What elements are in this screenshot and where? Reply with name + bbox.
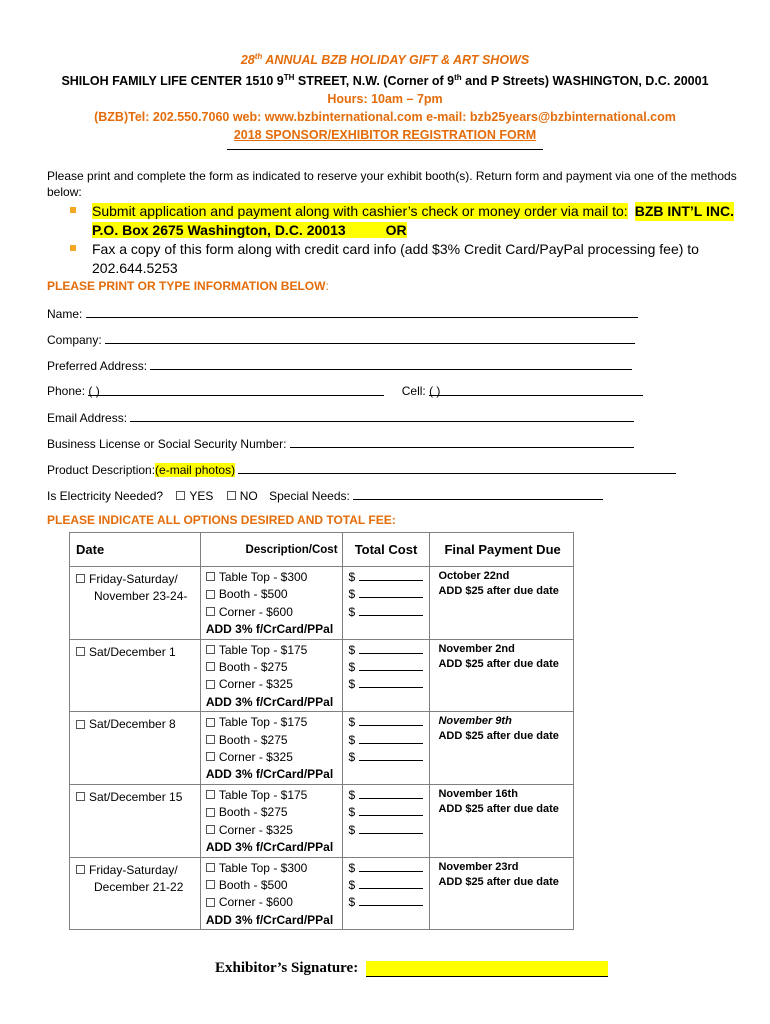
total-field[interactable] [359,732,423,744]
late-fee-note: ADD $25 after due date [438,802,559,815]
card-fee-note: ADD 3% f/CrCard/PPal [205,767,334,782]
option-label: Corner - $600 [218,604,293,619]
bullet-fax [68,240,748,259]
option-label: Corner - $600 [218,895,293,910]
dollar-sign: $ [348,732,356,747]
date-cell [70,784,201,857]
option-label: Booth - $275 [218,660,288,675]
cell-label: Cell: [401,384,426,398]
name-row [47,305,638,322]
header-total: Total Cost [342,533,430,567]
dollar-sign: $ [348,642,356,657]
header-final: Final Payment Due [430,533,574,567]
option-item [206,586,342,603]
section-options: PLEASE INDICATE ALL OPTIONS DESIRED AND TOTAL FEE: [47,513,396,527]
date-label: Sat/December 15 [89,789,183,804]
fax-instruction: Fax a copy of this form along with credit card info (add $3% Credit Card/PayPal processing fee) to [92,241,699,257]
date-cell [70,639,201,712]
show-hours: Hours: 10am – 7pm [327,92,443,107]
dollar-sign: $ [348,895,356,910]
option-checkbox[interactable] [206,790,215,799]
option-item [206,787,342,804]
late-fee-note: ADD $25 after due date [438,730,559,743]
card-fee-note: ADD 3% f/CrCard/PPal [205,694,334,709]
option-checkbox[interactable] [206,880,215,889]
due-date: November 16th [438,787,518,800]
card-fee-note: ADD 3% f/CrCard/PPal [205,840,334,855]
total-field[interactable] [359,894,423,906]
product-field[interactable] [238,461,676,474]
company-field[interactable] [105,331,635,344]
dollar-sign: $ [348,822,356,837]
total-field[interactable] [359,604,423,616]
option-label: Corner - $325 [218,677,293,692]
option-label: Table Top - $175 [218,787,308,802]
option-item [206,659,342,676]
due-date: October 22nd [438,570,510,582]
date-label: Friday-Saturday/ December 21-22 [89,862,184,894]
or-label: OR [346,222,407,238]
option-item [206,732,342,749]
option-item [206,604,342,621]
dollar-sign: $ [348,877,356,892]
phone-field[interactable]: ( ) [88,383,384,396]
final-cell [430,567,574,640]
total-field[interactable] [359,586,423,598]
name-field[interactable] [86,305,638,318]
option-item [206,749,342,766]
option-label: Booth - $500 [218,587,288,602]
special-needs-label: Special Needs: [269,489,350,503]
table-row [70,712,574,785]
total-field[interactable] [359,714,423,726]
total-field[interactable] [359,749,423,761]
dollar-sign: $ [348,787,356,802]
name-label: Name: [47,307,83,321]
date-checkbox[interactable] [76,720,85,729]
date-cell [70,857,201,930]
address-row [47,357,632,374]
desc-cell [200,712,342,785]
table-header-row [70,533,574,567]
section-print-info: PLEASE PRINT OR TYPE INFORMATION BELOW: [47,279,329,293]
dollar-sign: $ [348,570,356,584]
option-checkbox[interactable] [206,572,215,581]
special-needs-field[interactable] [353,487,603,500]
no-label: NO [239,489,258,503]
email-label: Email Address: [47,411,128,425]
desc-cell [200,639,342,712]
bullet-icon [70,245,76,251]
header-desc: Description/Cost [200,533,342,567]
yes-checkbox[interactable] [176,491,185,500]
dollar-sign: $ [348,660,356,675]
desc-cell [200,857,342,930]
electricity-label: Is Electricity Needed? [47,489,164,503]
phone-row [47,383,643,399]
option-checkbox[interactable] [206,680,215,689]
signature-row [215,960,608,977]
email-row [47,409,634,426]
total-field[interactable] [359,642,423,654]
total-field[interactable] [359,860,423,872]
option-checkbox[interactable] [206,645,215,654]
option-label: Table Top - $175 [218,642,308,657]
option-checkbox[interactable] [206,735,215,744]
fax-number: 202.644.5253 [92,260,178,276]
total-field[interactable] [359,676,423,688]
option-checkbox[interactable] [206,590,215,599]
late-fee-note: ADD $25 after due date [438,657,559,670]
final-cell [430,784,574,857]
table-row [70,567,574,640]
option-item [206,804,342,821]
product-hint: (e-mail photos) [155,463,236,477]
total-field[interactable] [359,569,423,581]
option-checkbox[interactable] [206,752,215,761]
company-label: Company: [47,333,102,347]
date-cell [70,712,201,785]
venue-address: SHILOH FAMILY LIFE CENTER 1510 9TH STREET, N.W. (Corner of 9th and P Streets) WASHINGTON, D.C. 20001 [61,73,709,89]
late-fee-note: ADD $25 after due date [438,875,559,888]
desc-cell [200,567,342,640]
option-checkbox[interactable] [206,718,215,727]
dollar-sign: $ [348,715,356,730]
option-item [206,642,342,659]
dollar-sign: $ [348,750,356,765]
signature-field[interactable] [366,961,608,977]
option-label: Table Top - $300 [218,570,308,584]
yes-label: YES [189,489,214,503]
option-label: Table Top - $300 [218,860,308,875]
product-label: Product Description: [47,463,156,477]
option-label: Booth - $275 [218,805,288,820]
mail-address: P.O. Box 2675 Washington, D.C. 20013 [92,222,346,238]
option-label: Booth - $275 [218,732,288,747]
table-row [70,857,574,930]
dollar-sign: $ [348,860,356,875]
option-label: Corner - $325 [218,822,293,837]
header-divider [227,146,543,150]
option-item [206,822,342,839]
bullet-fax-number [68,259,748,278]
dollar-sign: $ [348,604,356,619]
total-field[interactable] [359,659,423,671]
dollar-sign: $ [348,677,356,692]
desc-cell [200,784,342,857]
option-label: Booth - $500 [218,877,288,892]
payment-methods [68,202,748,278]
email-field[interactable] [130,409,634,422]
signature-label: Exhibitor’s Signature: [215,960,359,976]
date-label: Sat/December 1 [89,644,176,659]
option-checkbox[interactable] [206,898,215,907]
dollar-sign: $ [348,587,356,602]
date-checkbox[interactable] [76,647,85,656]
late-fee-note: ADD $25 after due date [438,585,559,597]
license-field[interactable] [290,435,634,448]
no-checkbox[interactable] [227,491,236,500]
date-checkbox[interactable] [76,792,85,801]
header-date: Date [70,533,201,567]
form-header [0,48,770,150]
option-item [206,714,342,731]
total-cell [342,784,430,857]
option-checkbox[interactable] [206,825,215,834]
final-cell [430,639,574,712]
fee-table [69,532,574,930]
total-field[interactable] [359,804,423,816]
form-title: 2018 SPONSOR/EXHIBITOR REGISTRATION FORM [233,128,537,143]
option-checkbox[interactable] [206,662,215,671]
option-label: Corner - $325 [218,750,293,765]
due-date: November 9th [438,715,512,728]
address-field[interactable] [150,357,632,370]
contact-info: (BZB)Tel: 202.550.7060 web: www.bzbinternational.com e-mail: bzb25years@bzbinternational.com [94,110,676,125]
date-label: Sat/December 8 [89,717,176,732]
bullet-icon [70,207,76,213]
date-checkbox[interactable] [76,574,85,583]
dollar-sign: $ [348,805,356,820]
total-field[interactable] [359,877,423,889]
cell-field[interactable]: ( ) [429,383,643,396]
bullet-mail-address [68,221,748,240]
company-row [47,331,635,348]
total-cell [342,857,430,930]
total-cell [342,567,430,640]
option-item [206,676,342,693]
bullet-mail [68,202,748,221]
intro-text: Please print and complete the form as indicated to reserve your exhibit booth(s). Return form and payment via one of the methods below: [47,169,737,199]
mail-payee: BZB INT’L INC. [634,203,734,219]
final-cell [430,712,574,785]
option-checkbox[interactable] [206,607,215,616]
option-label: Table Top - $175 [218,715,308,730]
date-checkbox[interactable] [76,865,85,874]
option-checkbox[interactable] [206,863,215,872]
option-item [206,894,342,911]
total-field[interactable] [359,787,423,799]
show-title: 28th ANNUAL BZB HOLIDAY GIFT & ART SHOWS [240,52,530,68]
mail-instruction: Submit application and payment along with cashier’s check or money order via mail to: [92,203,628,219]
table-row [70,784,574,857]
card-fee-note: ADD 3% f/CrCard/PPal [205,912,334,927]
license-row [47,435,634,452]
card-fee-note: ADD 3% f/CrCard/PPal [205,622,334,637]
total-field[interactable] [359,822,423,834]
total-cell [342,712,430,785]
option-checkbox[interactable] [206,808,215,817]
total-cell [342,639,430,712]
option-item [206,569,342,586]
date-cell [70,567,201,640]
electricity-row [47,487,603,504]
table-row [70,639,574,712]
product-row [47,461,676,478]
address-label: Preferred Address: [47,359,148,373]
due-date: November 2nd [438,642,515,655]
phone-label: Phone: [47,384,86,398]
due-date: November 23rd [438,860,519,873]
date-label: Friday-Saturday/ November 23-24- [89,572,188,603]
license-label: Business License or Social Security Number: [47,437,287,451]
final-cell [430,857,574,930]
option-item [206,877,342,894]
option-item [206,860,342,877]
